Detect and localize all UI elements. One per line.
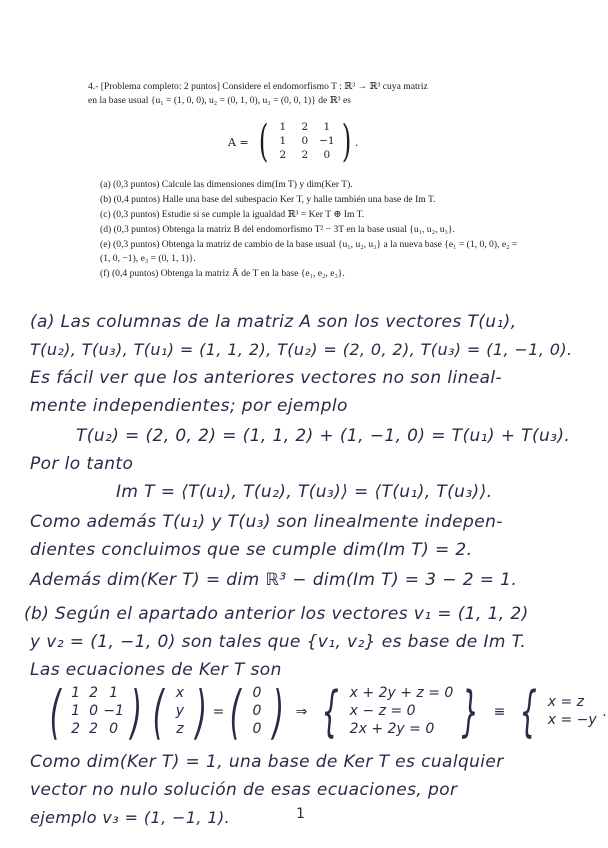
part-b: (b) (0,4 puntos) Halle una base del subespacio Ker T, y halle también una base de Im T. <box>100 194 436 205</box>
matrix-cell: −1 <box>103 703 124 719</box>
left-paren: ( <box>258 116 268 167</box>
var-x: x <box>175 685 185 701</box>
matrix-cell: 2 <box>279 149 287 161</box>
matrix-cell: 2 <box>89 685 99 701</box>
hand-line-11: (b) Según el apartado anterior los vectores v₁ = (1, 1, 2) <box>24 604 529 624</box>
problem-intro-line-2: en la base usual {u₁ = (1, 0, 0), u₂ = (0, 1, 0), u₃ = (0, 0, 1)} de ℝ³ es <box>88 95 351 106</box>
solution: x = z <box>547 694 585 710</box>
right-paren: ) <box>341 116 352 167</box>
matrix-cell: 0 <box>109 721 119 737</box>
matrix-cell: 1 <box>71 685 81 701</box>
hand-tail-3: ejemplo v₃ = (1, −1, 1). <box>30 808 231 827</box>
var-z: z <box>176 721 184 737</box>
equation: x + 2y + z = 0 <box>349 685 454 701</box>
right-paren: ) <box>130 678 142 746</box>
hand-line-3: Es fácil ver que los anteriores vectores no son lineal- <box>30 368 503 388</box>
matrix-cell: 2 <box>301 121 309 133</box>
part-f: (f) (0,4 puntos) Obtenga la matriz Ā de T en la base {e₁, e₂, e₃}. <box>100 268 345 279</box>
hand-line-8: Como además T(u₁) y T(u₃) son linealmente indepen- <box>30 512 503 532</box>
hand-line-1: (a) Las columnas de la matriz A son los vectores T(u₁), <box>30 312 517 332</box>
right-brace: } <box>461 680 480 743</box>
ker-system <box>44 678 608 746</box>
part-d: (d) (0,3 puntos) Obtenga la matriz B del endomorfismo T² − 3T en la base usual {u₁, u₂, u₃}. <box>100 224 455 235</box>
part-c: (c) (0,3 puntos) Estudie si se cumple la igualdad ℝ³ = Ker T ⊕ Im T. <box>100 209 365 220</box>
matrix-entries <box>272 121 338 163</box>
var-y: y <box>175 703 185 719</box>
left-paren: ( <box>152 678 165 746</box>
zero: 0 <box>252 721 262 737</box>
system-matrix <box>67 685 125 739</box>
equation: x − z = 0 <box>349 703 416 719</box>
matrix-cell: 1 <box>71 703 81 719</box>
matrix-cell: 0 <box>323 149 331 161</box>
left-paren: ( <box>49 678 61 746</box>
hand-tail-2: vector no nulo solución de esas ecuaciones, por <box>30 780 458 800</box>
equals-sign: = <box>212 704 225 720</box>
matrix-cell: 1 <box>279 135 287 147</box>
matrix-cell: 1 <box>279 121 287 133</box>
matrix-cell: 2 <box>71 721 81 737</box>
zero: 0 <box>252 703 262 719</box>
left-brace: { <box>321 680 340 743</box>
hand-line-7: Im T = ⟨T(u₁), T(u₂), T(u₃)⟩ = ⟨T(u₁), T(u₃)⟩. <box>116 482 493 502</box>
hand-line-5: T(u₂) = (2, 0, 2) = (1, 1, 2) + (1, −1, 0) = T(u₁) + T(u₃). <box>76 426 571 446</box>
hand-line-10: Además dim(Ker T) = dim ℝ³ − dim(Im T) = 3 − 2 = 1. <box>30 570 518 590</box>
hand-line-13: Las ecuaciones de Ker T son <box>30 660 282 680</box>
matrix-label: A = <box>228 135 249 149</box>
system-period: . <box>602 704 608 720</box>
hand-line-4: mente independientes; por ejemplo <box>30 396 348 416</box>
hand-tail-1: Como dim(Ker T) = 1, una base de Ker T es cualquier <box>30 752 504 772</box>
problem-statement <box>88 80 528 279</box>
part-a: (a) (0,3 puntos) Calcule las dimensiones dim(Im T) y dim(Ker T). <box>100 179 353 190</box>
matrix-cell: 1 <box>109 685 119 701</box>
hand-line-9: dientes concluimos que se cumple dim(Im T) = 2. <box>30 540 473 560</box>
matrix-cell: 2 <box>89 721 99 737</box>
equation: 2x + 2y = 0 <box>349 721 435 737</box>
matrix-cell: −1 <box>319 135 335 147</box>
matrix-cell: 2 <box>301 149 309 161</box>
vars-vector <box>170 685 190 739</box>
hand-line-2: T(u₂), T(u₃), T(u₁) = (1, 1, 2), T(u₂) = (2, 0, 2), T(u₃) = (1, −1, 0). <box>30 340 573 359</box>
zero-vector <box>247 685 267 739</box>
hand-line-12: y v₂ = (1, −1, 0) son tales que {v₁, v₂} es base de Im T. <box>30 632 527 652</box>
zero: 0 <box>252 685 262 701</box>
problem-intro-line-1: 4.- [Problema completo: 2 puntos] Considere el endomorfismo T : ℝ³ → ℝ³ cuya matriz <box>88 81 428 92</box>
implies-arrow: ⇒ <box>295 704 308 720</box>
matrix-cell: 1 <box>323 121 331 133</box>
equations <box>350 685 454 739</box>
solution: x = −y <box>547 712 597 728</box>
left-paren: ( <box>229 678 242 746</box>
problem-parts <box>88 178 528 282</box>
page-number: 1 <box>296 806 305 822</box>
matrix-cell: 0 <box>89 703 99 719</box>
right-paren: ) <box>272 678 284 746</box>
matrix-a <box>228 118 359 166</box>
hand-line-6: Por lo tanto <box>30 454 134 474</box>
solutions <box>548 694 597 730</box>
matrix-period: . <box>355 135 359 149</box>
part-e: (e) (0,3 puntos) Obtenga la matriz de cambio de la base usual {u₁, u₂, u₃} a la nueva base {e₁ = (1, 0, 0), e₂ = (1, 0, −1), e₃ = (0, 1, 1)}. <box>100 239 518 264</box>
equiv-sign: ≡ <box>493 704 506 720</box>
right-paren: ) <box>195 678 207 746</box>
matrix-cell: 0 <box>301 135 309 147</box>
left-brace: { <box>519 680 538 743</box>
